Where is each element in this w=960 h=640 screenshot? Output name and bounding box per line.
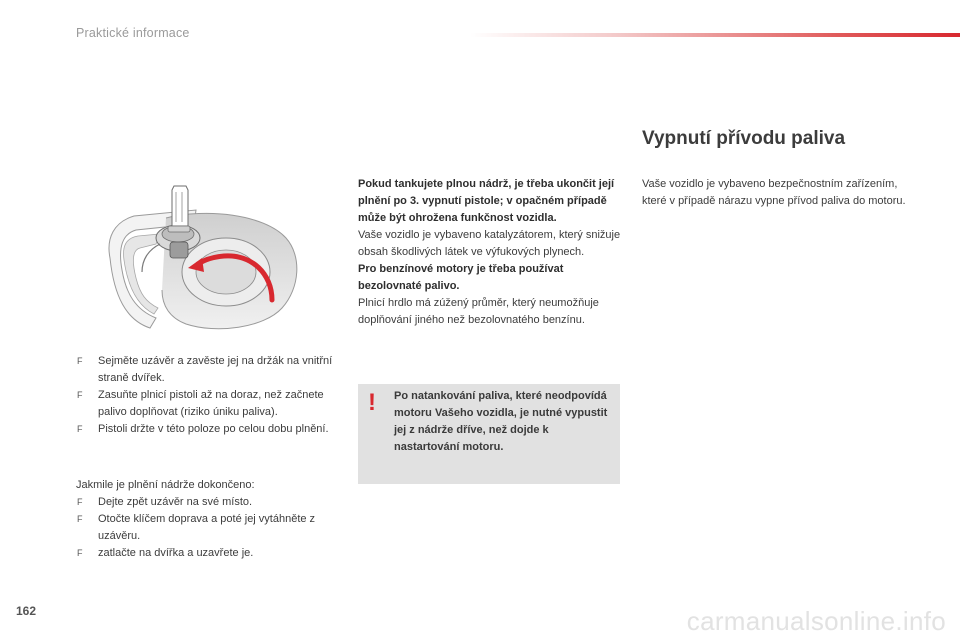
fuel-info-column: [358, 176, 622, 329]
page-number: 162: [16, 604, 37, 618]
bullet-icon: F: [77, 497, 83, 507]
warning-icon: !: [368, 389, 376, 416]
catalyst-note: Vaše vozidlo je vybaveno katalyzátorem, který snižuje obsah škodlivých látek ve výfukových plynech.: [358, 229, 621, 258]
watermark: carmanualsonline.info: [686, 606, 946, 636]
warning-box: [358, 384, 620, 484]
list-item: F Sejměte uzávěr a zavěste jej na držák na vnitřní straně dvířek.: [77, 355, 333, 384]
fuel-cutoff-text: Vaše vozidlo je vybaveno bezpečnostním zařízením, které v případě nárazu vypne přívod paliva do motoru.: [642, 178, 906, 207]
warning-text: Po natankování paliva, které neodpovídá motoru Vašeho vozidla, je nutné vypustit jej z nádrže dříve, než dojde k nastartování motoru.: [394, 390, 608, 453]
finish-intro: Jakmile je plnění nádrže dokončeno:: [76, 479, 255, 491]
list-item: F Dejte zpět uzávěr na své místo.: [76, 494, 338, 511]
list-item: F Zasuňte plnicí pistoli až na doraz, než začnete palivo doplňovat (riziko úniku paliva).: [77, 389, 324, 418]
full-tank-note: Pokud tankujete plnou nádrž, je třeba ukončit její plnění po 3. vypnutí pistole; v opačném případě může být ohrožena funkčnost vozidla.: [358, 178, 615, 224]
finish-steps-list: [76, 494, 338, 562]
key-icon: [172, 186, 188, 226]
list-item: F Pistoli držte v této poloze po celou dobu plnění.: [76, 421, 338, 438]
list-item: F zatlačte na dvířka a uzavřete je.: [76, 545, 338, 562]
fuel-cap-illustration: [96, 178, 332, 336]
bullet-icon: F: [77, 548, 83, 558]
filler-neck-note: Plnicí hrdlo má zúžený průměr, který neumožňuje doplňování jiného než bezolovnatého benzínu.: [358, 297, 599, 326]
refuel-steps-list: [76, 353, 338, 438]
bullet-icon: F: [77, 514, 83, 524]
unleaded-note: Pro benzínové motory je třeba používat bezolovnaté palivo.: [358, 263, 564, 292]
bullet-icon: F: [77, 424, 83, 434]
bullet-icon: F: [77, 356, 83, 366]
section-title: Vypnutí přívodu paliva: [642, 128, 846, 149]
header-accent-bar: [470, 33, 960, 37]
fuel-cutoff-column: [642, 176, 912, 210]
bullet-icon: F: [77, 390, 83, 400]
list-item: F Otočte klíčem doprava a poté jej vytáhněte z uzávěru.: [77, 513, 316, 542]
page-header-title: Praktické informace: [76, 26, 190, 40]
